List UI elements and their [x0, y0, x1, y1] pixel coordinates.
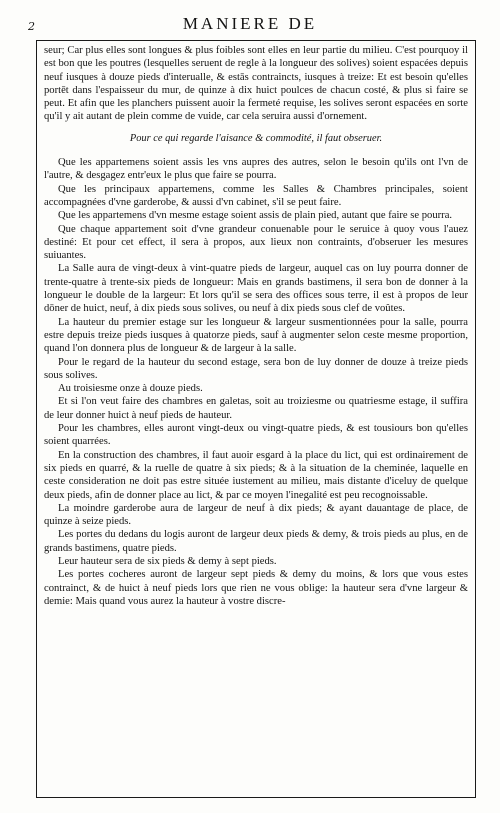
body-text [44, 44, 468, 608]
paragraph: Leur hauteur sera de six pieds & demy à sept pieds. [58, 555, 277, 567]
paragraph: Que chaque appartement soit d'vne grandeur conuenable pour le seruice à quoy vous l'auez destiné: Et pour cet effect, il sera à propos, aux lieux non contraints, d'obseruer les mesures suiuantes. [44, 223, 468, 262]
paragraph: Au troisiesme onze à douze pieds. [58, 383, 203, 395]
section-title: Pour ce qui regarde l'aisance & commodité, il faut obseruer. [129, 132, 383, 144]
paragraph: Pour les chambres, elles auront vingt-deux ou vingt-quatre pieds, & est tousiours bon qu'elles soient quarrées. [44, 423, 468, 448]
paragraph: La hauteur du premier estage sur les longueur & largeur susmentionnées pour la salle, pourra estre depuis treize pieds iusques à quatorze pieds, sauf à augmenter selon ceste mesme proportion, quand l'on donnera plus de longueur & de largeur à la salle. [44, 316, 468, 355]
paragraph: Et si l'on veut faire des chambres en galetas, soit au troiziesme ou quatriesme estage, il suffira de leur donner huict à neuf pieds de hauteur. [44, 396, 468, 421]
paragraph: Que les principaux appartemens, comme les Salles & Chambres principales, soient accompagnées d'vne garderobe, & aussi d'vn cabinet, s'il se peut faire. [44, 183, 468, 208]
page-header [22, 8, 478, 34]
paragraph: La moindre garderobe aura de largeur de neuf à dix pieds; & ayant dauantage de place, de quinze à seize pieds. [44, 502, 468, 528]
running-head: MANIERE DE [182, 14, 318, 33]
page-number: 2 [28, 20, 35, 33]
paragraph: La Salle aura de vingt-deux à vint-quatre pieds de largeur, auquel cas on luy pourra donner de trente-quatre à trente-six pieds de longueur: Mais en grands bastimens, il sera bon de donner à la longueur le double de la largeur: Et lors qu'il se sera des offices sous terre, il est à propos de leur dōner de huict, neuf, à dix pieds sous solives, ou neuf à dix pieds sous clef de voûtes. [44, 263, 468, 315]
paragraph: Que les appartemens soient assis les vns aupres des autres, selon le besoin qu'ils ont l'vn de l'autre, & desgagez entr'eux le plus que faire se pourra. [44, 157, 468, 182]
paragraph: En la construction des chambres, il faut auoir esgard à la place du lict, qui est ordinairement de six pieds en quarré, & la ruelle de quatre à six pieds; & à la situation de la cheminée, laquelle en ceste consideration ne doit pas estre située iustement au milieu, mais distante d'iceluy de quelque deux pieds, afin de donner place au lict, & par ce moyen l'inegalité est peu recognoissable. [44, 449, 468, 501]
paragraph: Les portes du dedans du logis auront de largeur deux pieds & demy, & trois pieds au plus, en de grands bastimens, quatre pieds. [44, 529, 468, 554]
paragraph: seur; Car plus elles sont longues & plus foibles sont elles en leur partie du milieu. C'est pourquoy il est bon que les poutres (lesquelles seruent de regle à la longueur des solives) soient espacées depuis neuf iusques à douze pieds d'interualle, & estās contraincts, iusques à treize: Et est besoin qu'elles portēt dans l'espaisseur du mur, de quinze à dix huict poulces de chacun costé, & plus si faire se peut. Et afin que les planchers puissent auoir la fermeté requise, les solives seront espacées en sorte qu'il y ait autant de plein comme de vuide, car cela seruira aussi d'ornement. [44, 45, 468, 123]
paragraph: Les portes cocheres auront de largeur sept pieds & demy du moins, & lors que vous estes contrainct, & de huict à neuf pieds lors que rien ne vous oblige: la hauteur sera d'vne largeur & demie: Mais quand vous aurez la hauteur à vostre discre- [44, 569, 468, 607]
paragraph: Que les appartemens d'vn mesme estage soient assis de plain pied, autant que faire se pourra. [58, 210, 453, 222]
paragraph: Pour le regard de la hauteur du second estage, sera bon de luy donner de douze à treize pieds sous solives. [44, 356, 468, 381]
